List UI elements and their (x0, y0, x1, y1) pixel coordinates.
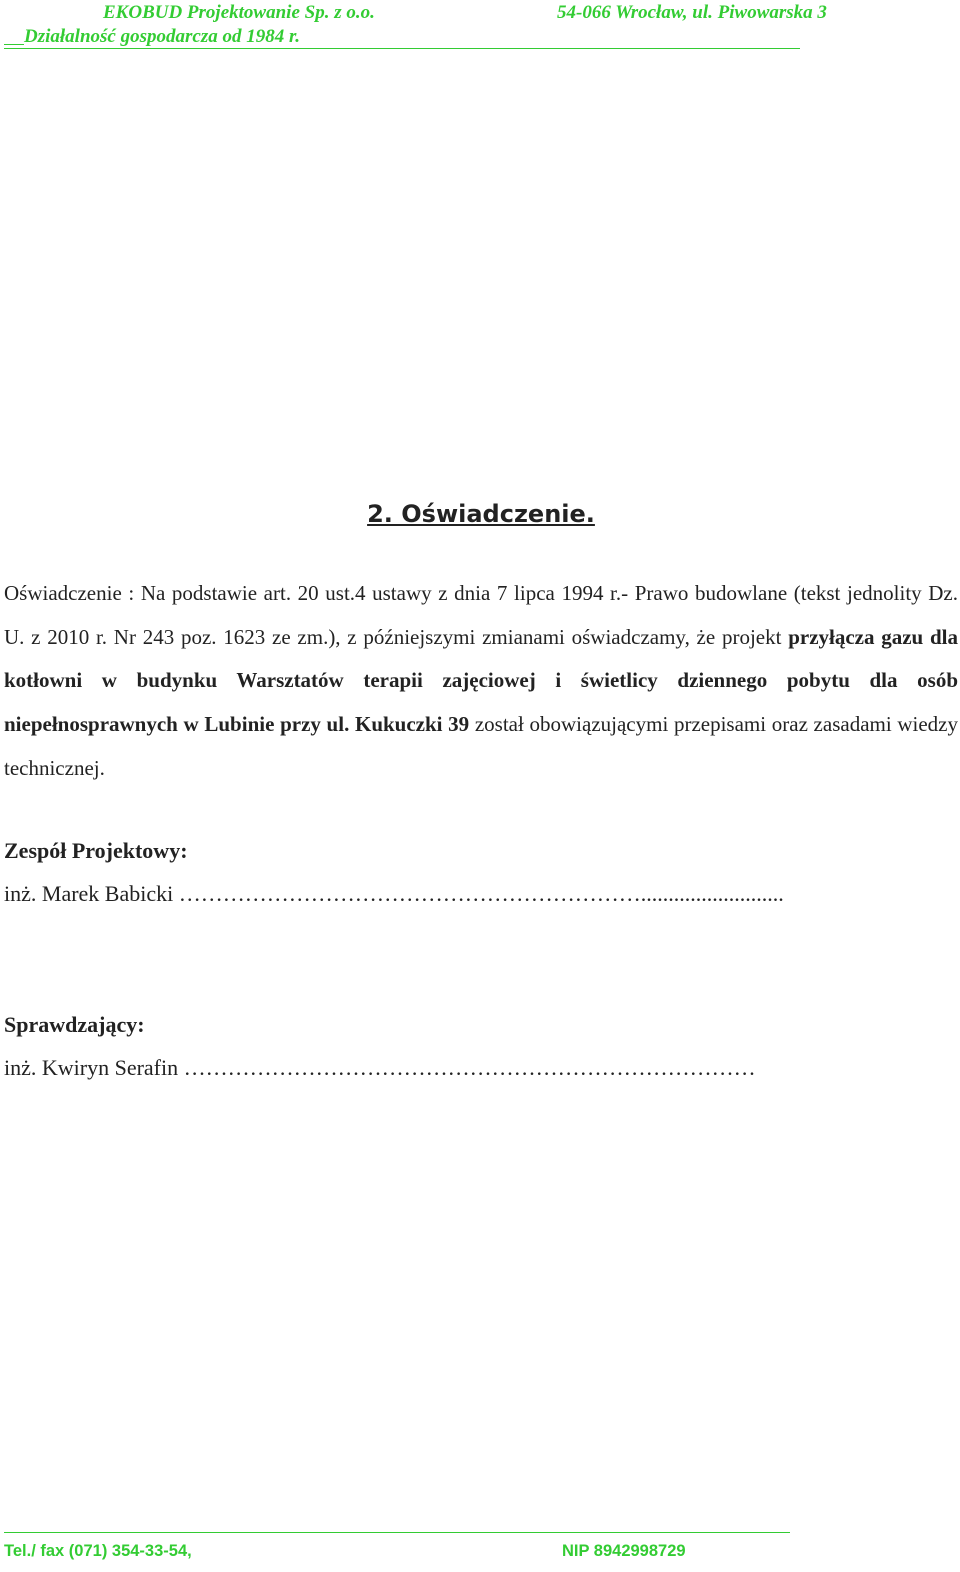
page-header (0, 0, 960, 60)
company-address: 54-066 Wrocław, ul. Piwowarska 3 (557, 2, 827, 23)
checker-member: inż. Kwiryn Serafin …………………………………………………………………… (4, 1055, 756, 1080)
header-lead-line (4, 44, 24, 45)
company-name: EKOBUD Projektowanie Sp. z o.o. (103, 2, 375, 23)
header-rule (4, 26, 800, 49)
statement-project-name: przyłącza gazu dla kotłowni w budynku Warsztatów terapii zajęciowej i świetlicy dziennego pobytu dla osób niepełnosprawnych w Lubinie przy ul. Kukuczki 39 (4, 624, 958, 737)
team-label: Zespół Projektowy: (4, 838, 188, 863)
footer-rule (4, 1532, 790, 1533)
footer-nip: NIP 8942998729 (562, 1542, 686, 1560)
footer-phone: Tel./ fax (071) 354-33-54, (4, 1542, 192, 1560)
team-member: inż. Marek Babicki ……………………………………………………….......................... (4, 881, 784, 906)
checker-label: Sprawdzający: (4, 1012, 145, 1037)
section-title-text: 2. Oświadczenie. (367, 500, 595, 528)
business-since: Działalność gospodarcza od 1984 r. (24, 26, 301, 47)
statement-text-1: Oświadczenie : Na podstawie art. 20 ust.4 ustawy z dnia 7 lipca 1994 r.- Prawo budowlane (tekst jednolity Dz. U. z 2010 r. Nr 243 poz. 1623 ze zm.), z późniejszymi zmianami oświadczamy, że projekt (4, 581, 958, 649)
statement-paragraph (4, 572, 958, 791)
statement-text-2: został obowiązującymi przepisami oraz zasadami wiedzy technicznej. (4, 712, 958, 780)
section-title (0, 500, 960, 528)
